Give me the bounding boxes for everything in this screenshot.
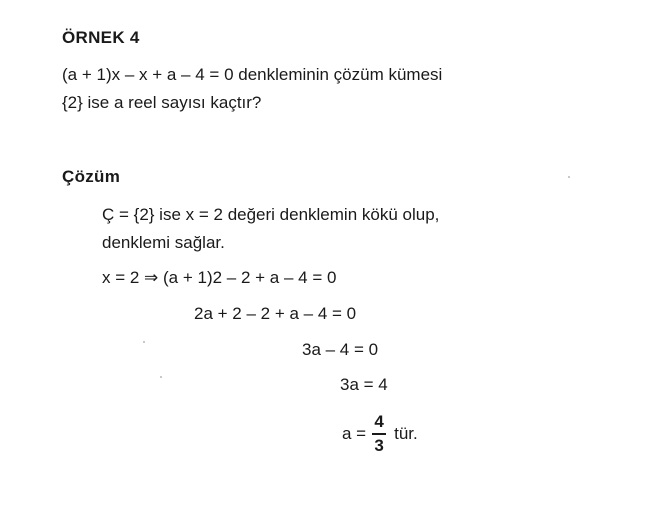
equation-step-3: 3a – 4 = 0 — [302, 340, 379, 359]
scan-speck — [160, 376, 162, 378]
scan-speck — [143, 341, 145, 343]
fraction — [372, 413, 386, 455]
solution-title: Çözüm — [62, 167, 121, 186]
example-title: ÖRNEK 4 — [62, 28, 140, 47]
equation-step-2: 2a + 2 – 2 + a – 4 = 0 — [194, 304, 357, 323]
equation-step-4: 3a = 4 — [340, 375, 388, 394]
final-answer-prefix: a = — [342, 424, 367, 443]
solution-line-2: denklemi sağlar. — [102, 233, 225, 252]
question-line-1: (a + 1)x – x + a – 4 = 0 denkleminin çözüm kümesi — [62, 65, 443, 84]
final-answer-suffix: tür. — [394, 424, 418, 443]
solution-line-1: Ç = {2} ise x = 2 değeri denklemin kökü olup, — [102, 205, 440, 224]
fraction-bar — [372, 433, 386, 435]
final-answer — [342, 410, 418, 458]
scan-speck — [568, 176, 570, 178]
question-line-2: {2} ise a reel sayısı kaçtır? — [62, 93, 262, 112]
equation-step-1: x = 2 ⇒ (a + 1)2 – 2 + a – 4 = 0 — [102, 268, 337, 287]
fraction-numerator: 4 — [374, 412, 384, 431]
fraction-denominator: 3 — [374, 436, 384, 455]
